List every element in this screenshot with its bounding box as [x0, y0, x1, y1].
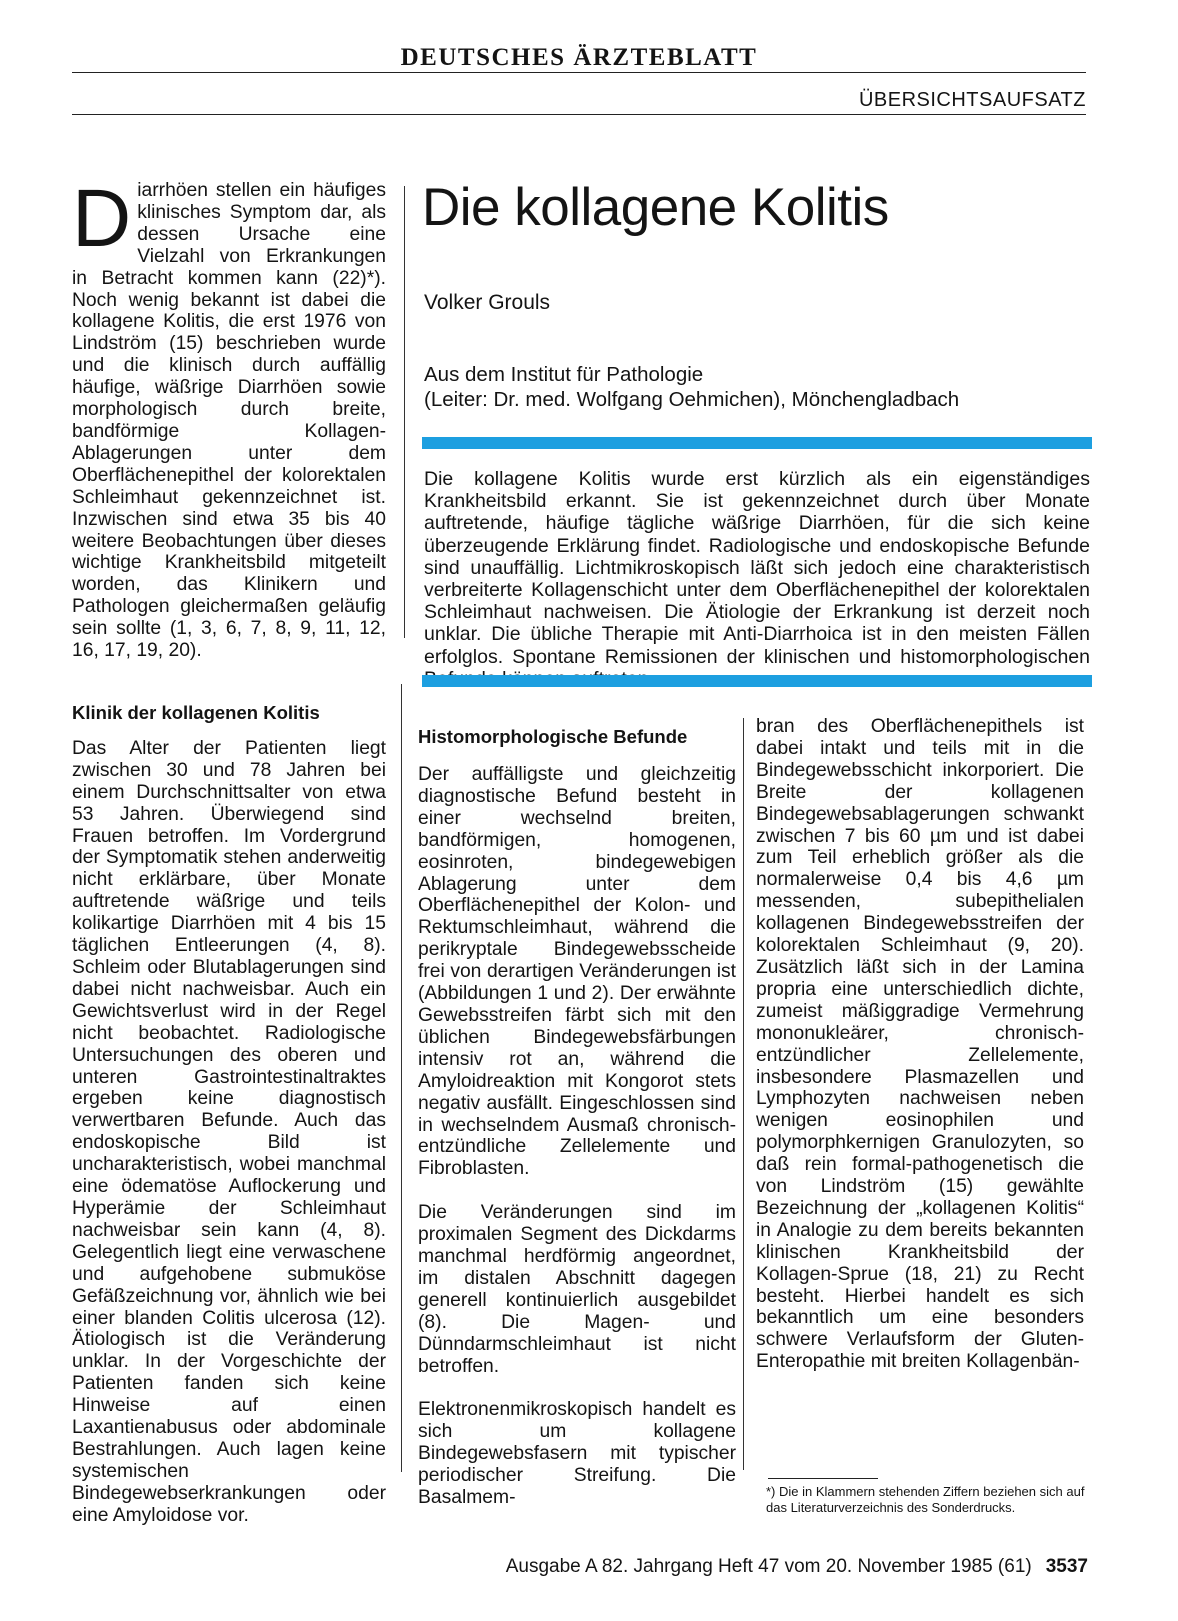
author-name: Volker Grouls [424, 291, 551, 314]
right-column [756, 716, 1084, 1373]
affiliation-line-1: Aus dem Institut für Pathologie [424, 363, 704, 386]
right-column-paragraph: bran des Oberflächenepithels ist dabei intakt und teils mit in die Bindegewebsschicht inkorporiert. Die Breite der kollagenen Bindegewebsablagerungen schwankt zwischen 7 bis 60 µm und ist dabei zum Teil erheblich größer als die normalerweise 0,4 bis 4,6 µm messenden, subepithelialen kollagenen Bindegewebsstreifen der kolorektalen Schleimhaut (9, 20). Zusätzlich läßt sich in der Lamina propria eine unterschiedlich dichte, zumeist mäßiggradige Vermehrung mononukleärer, chronisch-entzündlicher Zellelemente, insbesondere Plasmazellen und Lymphozyten nachweisen neben wenigen eosinophilen und polymorphkernigen Granulozyten, so daß rein formal-pathogenetisch die von Lindström (15) gewählte Bezeichnung der „kollagenen Kolitis“ in Analogie zu dem bereits bekannten klinischen Krankheitsbild der Kollagen-Sprue (18, 21) zu Recht besteht. Hierbei handelt es sich bekanntlich um eine besonders schwere Verlaufsform der Gluten-Enteropathie mit breiten Kollagenbän- [756, 716, 1084, 1373]
section-heading-histomorphologie: Histomorphologische Befunde [418, 726, 688, 747]
left-column [72, 173, 386, 1527]
histo-paragraph-1: Der auffälligste und gleichzeitig diagnostische Befund besteht in einer wechselnd breiten, bandförmigen, homogenen, eosinroten, bindegewebigen Ablagerung unter dem Oberflächenepithel der Kolon- und Rektumschleimhaut, während die perikryptale Bindegewebsscheide frei von derartigen Veränderungen ist (Abbildungen 1 und 2). Der erwähnte Gewebsstreifen färbt sich mit den üblichen Bindegewebsfärbungen intensiv rot an, während die Amyloidreaktion mit Kongorot stets negativ ausfällt. Eingeschlossen sind in wechselndem Ausmaß chronisch-entzündliche Zellelemente und Fibroblasten. [418, 764, 736, 1180]
column-divider-right [743, 718, 744, 1470]
affiliation-line-2: (Leiter: Dr. med. Wolfgang Oehmichen), Mönchengladbach [424, 388, 960, 411]
intro-paragraph [72, 173, 386, 662]
footnote: *) Die in Klammern stehenden Ziffern beziehen sich auf das Literaturverzeichnis des Sonderdrucks. [766, 1484, 1085, 1515]
section-heading-klinik: Klinik der kollagenen Kolitis [72, 701, 320, 723]
histo-paragraph-3: Elektronenmikroskopisch handelt es sich um kollagene Bindegewebsfasern mit typischer periodischer Streifung. Die Basalmem- [418, 1399, 736, 1509]
drop-cap: D [72, 173, 132, 264]
histo-paragraph-2: Die Veränderungen sind im proximalen Segment des Dickdarms manchmal herdförmig angeordnet, im distalen Abschnitt dagegen generell kontinuierlich ausgebildet (8). Die Magen- und Dünndarmschleimhaut ist nicht betroffen. [418, 1202, 736, 1377]
page-number: 3537 [1045, 1556, 1088, 1577]
column-divider-left [401, 684, 402, 1472]
header-rule [72, 114, 1086, 115]
abstract-top-bar [422, 437, 1092, 449]
page-footer [506, 1556, 1088, 1578]
section-label: ÜBERSICHTSAUFSATZ [858, 89, 1086, 111]
footnote-rule [768, 1478, 878, 1479]
intro-text: iarrhöen stellen ein häufiges klinisches Symptom dar, als dessen Ursache eine Vielzahl von Erkrankungen in Betracht kommen kann (22)*). Noch wenig bekannt ist dabei die kollagene Kolitis, die erst 1976 von Lindström (15) beschrieben wurde und die klinisch durch auffällig häufige, wäßrige Diarrhöen sowie morphologisch durch breite, bandförmige Kollagen-Ablagerungen unter dem Oberflächenepithel der kolorektalen Schleimhaut gekennzeichnet ist. Inzwischen sind etwa 35 bis 40 weitere Beobachtungen über dieses wichtige Krankheitsbild mitgeteilt worden, das Klinikern und Pathologen gleichermaßen geläufig sein sollte (1, 3, 6, 7, 8, 9, 11, 12, 16, 17, 19, 20). [72, 180, 386, 662]
abstract-text: Die kollagene Kolitis wurde erst kürzlich als ein eigenständiges Krankheitsbild erkannt. Sie ist gekennzeichnet durch über Monate auftretende, häufige tägliche wäßrige Diarrhöen, für die sich keine überzeugende Erklärung findet. Radiologische und endoskopische Befunde sind unauffällig. Lichtmikroskopisch läßt sich jedoch eine charakteristisch verbreiterte Kollagenschicht unter dem Oberflächenepithel der kolorektalen Schleimhaut nachweisen. Die Ätiologie der Erkrankung ist derzeit noch unklar. Die übliche Therapie mit Anti-Diarrhoica ist in den meisten Fällen erfolglos. Spontane Remissionen der klinischen und histomorphologischen [424, 468, 1090, 668]
journal-masthead: DEUTSCHES ÄRZTEBLATT [400, 44, 758, 71]
article-title: Die kollagene Kolitis [422, 178, 889, 237]
middle-column [418, 726, 736, 1509]
affiliation [424, 362, 959, 412]
issue-info: Ausgabe A 82. Jahrgang Heft 47 vom 20. November 1985 (61) [505, 1556, 1032, 1577]
column-divider-top [404, 186, 405, 638]
masthead-rule [72, 72, 1086, 73]
abstract-bottom-bar [422, 675, 1092, 687]
klinik-paragraph: Das Alter der Patienten liegt zwischen 30 und 78 Jahren bei einem Durchschnittsalter von etwa 53 Jahren. Überwiegend sind Frauen betroffen. Im Vordergrund der Symptomatik stehen anderweitig nicht erklärbare, über Monate auftretende wäßrige und teils kolikartige Diarrhöen mit 4 bis 15 täglichen Entleerungen (4, 8). Schleim oder Blutablagerungen sind dabei nicht nachweisbar. Auch ein Gewichtsverlust wird in der Regel nicht beobachtet. Radiologische Untersuchungen des oberen und unteren Gastrointestinaltraktes ergeben keine diagnostisch verwertbaren Befunde. Auch das endoskopische Bild ist uncharakteristisch, wobei manchmal eine ödematöse Auflockerung und Hyperämie der Schleimhaut nachweisbar sein kann (4, 8). Gelegentlich liegt eine verwaschene und aufgehobene submuköse Gefäßzeichnung vor, ähnlich wie bei einer blanden Colitis ulcerosa (12). Ätiologisch ist die Veränderung unklar. In der Vorgeschichte der Patienten fanden sich keine Hinweise auf einen Laxantienabusus oder abdominale Bestrahlungen. Auch lagen keine systemischen Bindegewebserkrankungen oder eine Amyloidose vor. [72, 737, 386, 1526]
